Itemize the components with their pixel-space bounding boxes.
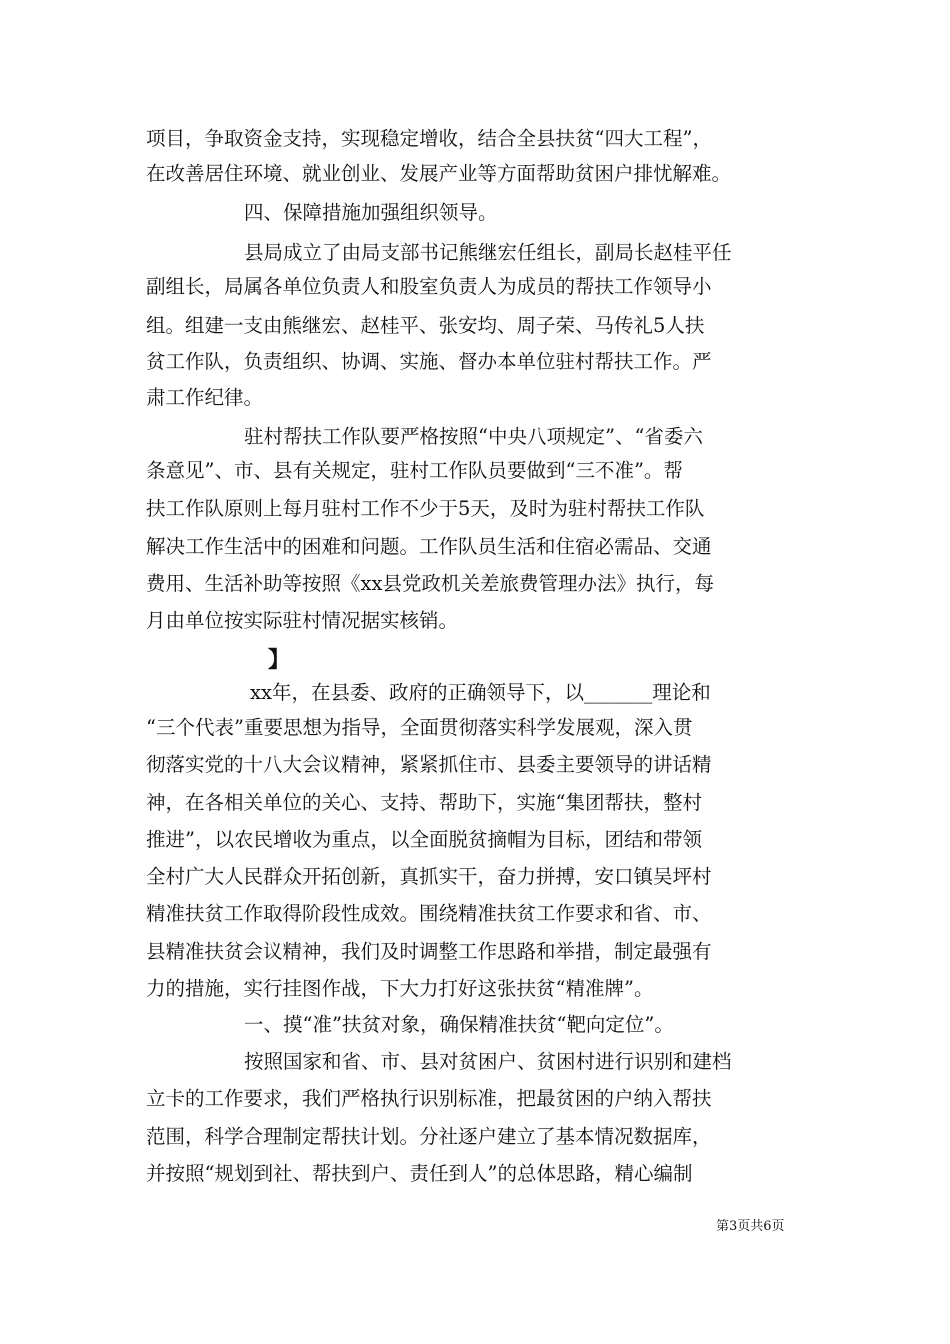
text-line: 彻落实党的十八大会议精神，紧紧抓住市、县委主要领导的讲话精 [146,753,712,776]
text-line: 在改善居住环境、就业创业、发展产业等方面帮助贫困户排忧解难。 [146,162,732,185]
closing-bracket: 】 [268,647,291,673]
text-line: 立卡的工作要求，我们严格执行识别标准，把最贫困的户纳入帮扶 [146,1087,712,1110]
section-heading: 四、保障措施加强组织领导。 [244,201,498,224]
text-line: 条意见”、市、县有关规定，驻村工作队员要做到“三不准”。帮 [146,459,683,482]
text-line: 组。组建一支由熊继宏、赵桂平、张安均、周子荣、马传礼5人扶 [146,314,705,337]
text-line: 驻村帮扶工作队要严格按照“中央八项规定”、“省委六 [244,425,703,448]
text-line: 副组长，局属各单位负责人和股室负责人为成员的帮扶工作领导小 [146,275,712,298]
section-heading: 一、摸“准”扶贫对象，确保精准扶贫“靶向定位”。 [244,1013,674,1036]
text-line: 并按照“规划到社、帮扶到户、责任到人”的总体思路，精心编制 [146,1162,693,1185]
text-line: “三个代表”重要思想为指导，全面贯彻落实科学发展观，深入贯 [146,716,693,739]
text-line: 肃工作纪律。 [146,386,264,409]
text-line: 精准扶贫工作取得阶段性成效。围绕精准扶贫工作要求和省、市、 [146,902,712,925]
text-line: 月由单位按实际驻村情况据实核销。 [146,609,459,632]
text-line: 范围，科学合理制定帮扶计划。分社逐户建立了基本情况数据库， [146,1125,712,1148]
text-line: 项目，争取资金支持，实现稳定增收，结合全县扶贫“四大工程”， [146,127,712,150]
text-line: 费用、生活补助等按照《xx县党政机关差旅费管理办法》执行，每 [146,572,714,595]
text-line: 按照国家和省、市、县对贫困户、贫困村进行识别和建档 [244,1050,732,1073]
text-line: 力的措施，实行挂图作战，下大力打好这张扶贫“精准牌”。 [146,977,654,1000]
text-line: 扶工作队原则上每月驻村工作不少于5天，及时为驻村帮扶工作队 [146,497,705,520]
text-line: 全村广大人民群众开拓创新，真抓实干，奋力拼搏，安口镇吴坪村 [146,865,712,888]
text-line: 县精准扶贫会议精神，我们及时调整工作思路和举措，制定最强有 [146,940,712,963]
text-line: 县局成立了由局支部书记熊继宏任组长，副局长赵桂平任 [244,241,732,264]
text-line: 推进”，以农民增收为重点，以全面脱贫摘帽为目标，团结和带领 [146,828,702,851]
text-line: 神，在各相关单位的关心、支持、帮助下，实施“集团帮扶，整村 [146,791,702,814]
page-footer: 第3页共6页 [716,1219,785,1234]
text-line: 贫工作队，负责组织、协调、实施、督办本单位驻村帮扶工作。严 [146,350,712,373]
text-line: 解决工作生活中的困难和问题。工作队员生活和住宿必需品、交通 [146,535,712,558]
text-line: xx年，在县委、政府的正确领导下，以_______理论和 [250,681,711,704]
